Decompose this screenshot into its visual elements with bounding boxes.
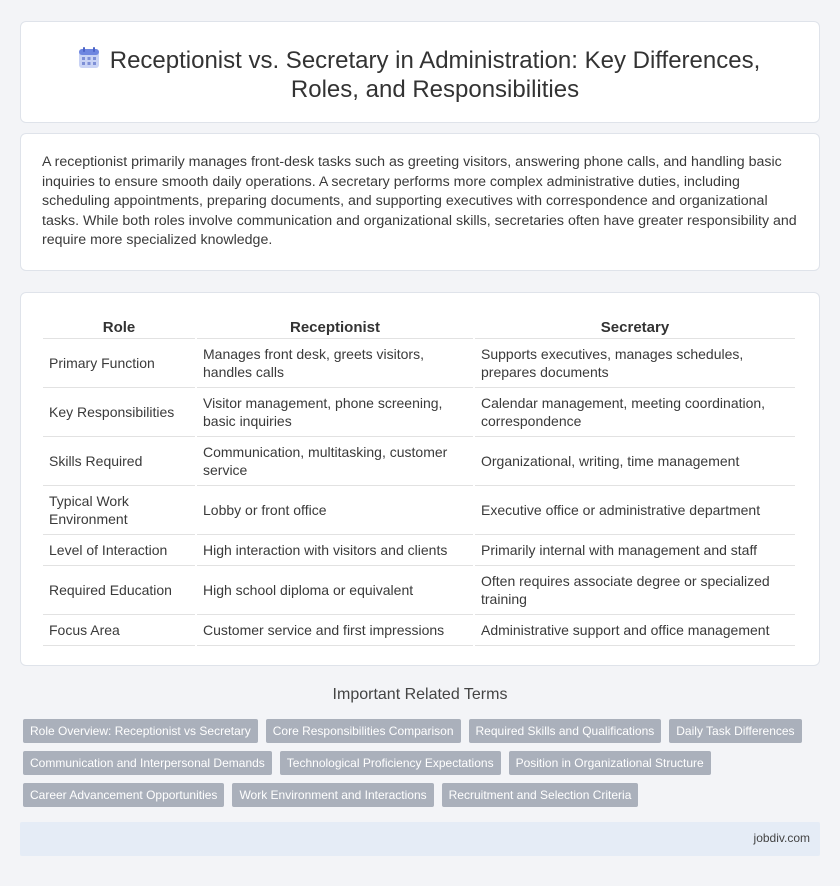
receptionist-cell: Communication, multitasking, customer service: [197, 437, 473, 486]
secretary-cell: Executive office or administrative department: [475, 486, 795, 535]
secretary-cell: Primarily internal with management and staff: [475, 535, 795, 566]
table-header-row: [43, 313, 795, 339]
table-row: [43, 566, 795, 615]
footer-site-link[interactable]: jobdiv.com: [753, 831, 810, 845]
related-term-tag[interactable]: Technological Proficiency Expectations: [280, 751, 501, 775]
tag-row: [23, 719, 823, 743]
table-row: [43, 339, 795, 388]
row-label: Level of Interaction: [43, 535, 195, 566]
intro-paragraph: A receptionist primarily manages front-desk tasks such as greeting visitors, answering phone calls, and handling basic inquiries to ensure smooth daily operations. A secretary performs more complex administrative duties, including scheduling appointments, preparing documents, and supporting executives with correspondence and organizational tasks. While both roles involve communication and organizational skills, secretaries often have greater responsibility and require more specialized knowledge.: [42, 154, 797, 248]
header-secretary: Secretary: [475, 313, 795, 339]
related-term-tag[interactable]: Recruitment and Selection Criteria: [442, 783, 639, 807]
row-label: Required Education: [43, 566, 195, 615]
comparison-card: [20, 292, 820, 666]
secretary-cell: Calendar management, meeting coordination, correspondence: [475, 388, 795, 437]
table-row: [43, 615, 795, 646]
related-terms-list: [23, 719, 823, 815]
page-title: Receptionist vs. Secretary in Administration: Key Differences, Roles, and Responsibilities: [109, 47, 761, 103]
related-term-tag[interactable]: Core Responsibilities Comparison: [266, 719, 461, 743]
header-role: Role: [43, 313, 195, 339]
secretary-cell: Often requires associate degree or specialized training: [475, 566, 795, 615]
row-label: Key Responsibilities: [43, 388, 195, 437]
receptionist-cell: High school diploma or equivalent: [197, 566, 473, 615]
related-term-tag[interactable]: Role Overview: Receptionist vs Secretary: [23, 719, 258, 743]
table-row: [43, 437, 795, 486]
table-row: [43, 486, 795, 535]
related-term-tag[interactable]: Position in Organizational Structure: [509, 751, 711, 775]
comparison-table: [41, 313, 797, 646]
related-term-tag[interactable]: Communication and Interpersonal Demands: [23, 751, 272, 775]
secretary-cell: Organizational, writing, time management: [475, 437, 795, 486]
related-term-tag[interactable]: Daily Task Differences: [669, 719, 801, 743]
tag-row: [23, 751, 823, 775]
receptionist-cell: Lobby or front office: [197, 486, 473, 535]
related-terms-title: Important Related Terms: [332, 686, 508, 703]
secretary-cell: Supports executives, manages schedules, prepares documents: [475, 339, 795, 388]
table-row: [43, 388, 795, 437]
related-term-tag[interactable]: Work Environment and Interactions: [232, 783, 433, 807]
row-label: Primary Function: [43, 339, 195, 388]
receptionist-cell: Customer service and first impressions: [197, 615, 473, 646]
table-row: [43, 535, 795, 566]
receptionist-cell: Visitor management, phone screening, basic inquiries: [197, 388, 473, 437]
row-label: Skills Required: [43, 437, 195, 486]
tag-row: [23, 783, 823, 807]
footer: [20, 822, 820, 856]
receptionist-cell: Manages front desk, greets visitors, handles calls: [197, 339, 473, 388]
row-label: Typical Work Environment: [43, 486, 195, 535]
title-card: [20, 21, 820, 123]
related-term-tag[interactable]: Required Skills and Qualifications: [469, 719, 662, 743]
intro-card: [20, 133, 820, 271]
header-receptionist: Receptionist: [197, 313, 473, 339]
secretary-cell: Administrative support and office management: [475, 615, 795, 646]
receptionist-cell: High interaction with visitors and clients: [197, 535, 473, 566]
row-label: Focus Area: [43, 615, 195, 646]
related-term-tag[interactable]: Career Advancement Opportunities: [23, 783, 224, 807]
